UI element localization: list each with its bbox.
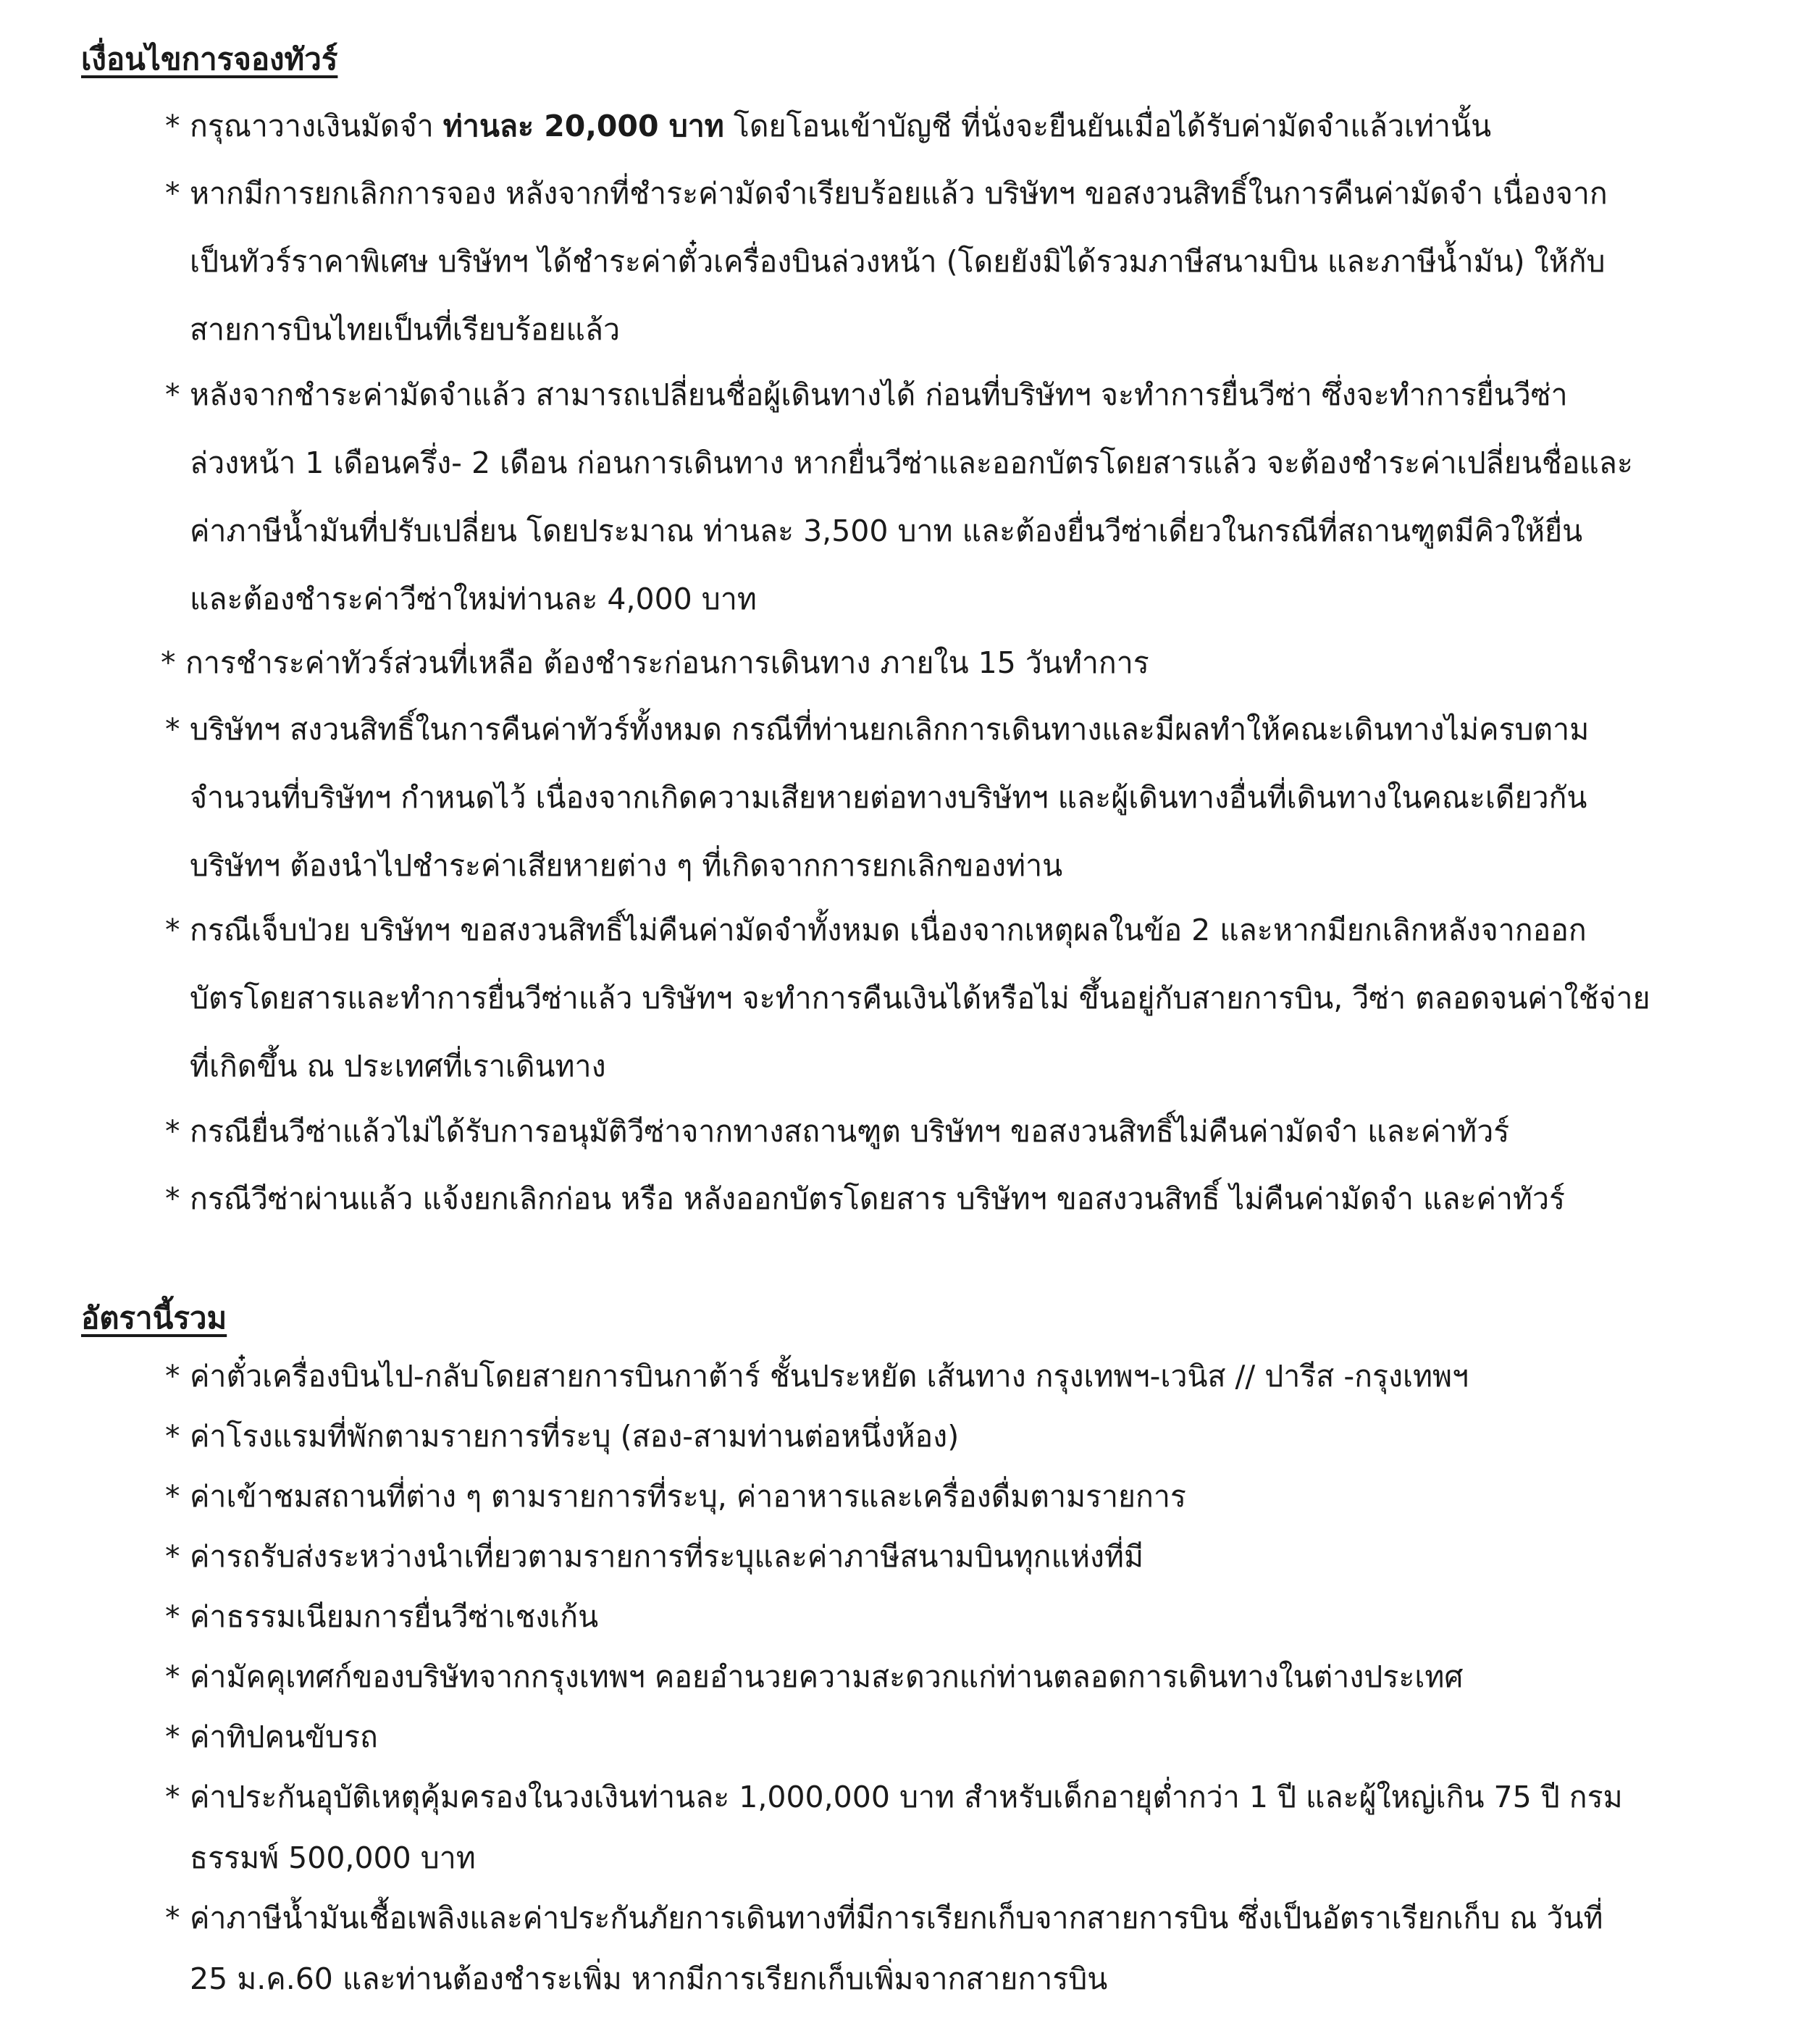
bullet-asterisk: * (165, 913, 180, 947)
bullet-asterisk: * (165, 176, 180, 211)
text-segment: ค่าประกันอุบัติเหตุคุ้มครองในวงเงินท่านละ 1,000,000 บาท สำหรับเด็กอายุต่ำกว่า 1 ปี และผู้ใหญ่เกิน 75 ปี กรม (190, 1780, 1623, 1814)
text-segment: สายการบินไทยเป็นที่เรียบร้อยแล้ว (190, 312, 621, 347)
included-item-7 (165, 1706, 1744, 1767)
list-item-line (165, 1827, 1744, 1888)
text-segment: บริษัทฯ สงวนสิทธิ์ในการคืนค่าทัวร์ทั้งหมด กรณีที่ท่านยกเลิกการเดินทางและมีผลทำให้คณะเดินทางไม่ครบตาม (190, 712, 1590, 747)
list-item-line (165, 1165, 1744, 1233)
list-item-line (165, 296, 1744, 364)
included-item-2 (165, 1406, 1744, 1467)
text-segment: กรณียื่นวีซ่าแล้วไม่ได้รับการอนุมัติวีซ่าจากทางสถานฑูต บริษัทฯ ขอสงวนสิทธิ์ไม่คืนค่ามัดจำ และค่าทัวร์ (190, 1114, 1510, 1149)
list-item-line (165, 1466, 1744, 1527)
included-heading: อัตรานี้รวม (81, 1300, 227, 1336)
list-item-line (165, 1586, 1744, 1647)
text-segment: ค่ารถรับส่งระหว่างนำเที่ยวตามรายการที่ระบุและค่าภาษีสนามบินทุกแห่งที่มี (190, 1539, 1144, 1574)
text-segment: ล่วงหน้า 1 เดือนครึ่ง- 2 เดือน ก่อนการเดินทาง หากยื่นวีซ่าและออกบัตรโดยสารแล้ว จะต้องชำระค่าเปลี่ยนชื่อและ (190, 445, 1633, 480)
bullet-asterisk: * (165, 1901, 180, 1935)
list-item-line (165, 1097, 1744, 1165)
included-item-1 (165, 1346, 1744, 1407)
text-segment: ค่าเข้าชมสถานที่ต่าง ๆ ตามรายการที่ระบุ, ค่าอาหารและเครื่องดื่มตามรายการ (190, 1479, 1186, 1514)
bullet-asterisk: * (161, 645, 176, 680)
list-item-line (165, 1948, 1744, 2009)
text-segment: บริษัทฯ ต้องนำไปชำระค่าเสียหายต่าง ๆ ที่เกิดจากการยกเลิกของท่าน (190, 848, 1063, 883)
text-segment: ค่าโรงแรมที่พักตามรายการที่ระบุ (สอง-สามท่านต่อหนึ่งห้อง) (190, 1419, 960, 1454)
deposit-amount: ท่านละ 20,000 บาท (442, 109, 724, 143)
list-item-line (165, 159, 1744, 227)
bullet-asterisk: * (165, 1181, 180, 1216)
included-item-6 (165, 1646, 1744, 1707)
included-item-3 (165, 1466, 1744, 1527)
conditions-item-3 (165, 361, 1744, 633)
bullet-asterisk: * (165, 1419, 180, 1454)
list-item-line (161, 629, 1740, 697)
bullet-asterisk: * (165, 377, 180, 412)
text-segment: ที่เกิดขึ้น ณ ประเทศที่เราเดินทาง (190, 1049, 606, 1084)
bullet-asterisk: * (165, 109, 180, 143)
text-segment: ธรรมพ์ 500,000 บาท (190, 1840, 476, 1875)
text-segment: โดยโอนเข้าบัญชี ที่นั่งจะยืนยันเมื่อได้รับค่ามัดจำแล้วเท่านั้น (723, 109, 1492, 143)
text-segment: ค่าภาษีน้ำมันที่ปรับเปลี่ยน โดยประมาณ ท่านละ 3,500 บาท และต้องยื่นวีซ่าเดี่ยวในกรณีที่สถานฑูตมีคิวให้ยื่น (190, 514, 1583, 548)
list-item-line (165, 1526, 1744, 1587)
bullet-asterisk: * (165, 712, 180, 747)
conditions-item-4 (161, 629, 1740, 697)
bullet-asterisk: * (165, 1114, 180, 1149)
conditions-item-7 (165, 1097, 1744, 1165)
list-item-line (165, 695, 1744, 763)
conditions-heading: เงื่อนไขการจองทัวร์ (81, 41, 338, 77)
list-item-line (165, 565, 1744, 633)
list-item-line (165, 964, 1744, 1032)
bullet-asterisk: * (165, 1479, 180, 1514)
list-item-line (165, 1346, 1744, 1407)
list-item-line (165, 1706, 1744, 1767)
text-segment: 25 ม.ค.60 และท่านต้องชำระเพิ่ม หากมีการเรียกเก็บเพิ่มจากสายการบิน (190, 1961, 1108, 1996)
text-segment: ค่าทิปคนขับรถ (190, 1720, 378, 1754)
text-segment: กรุณาวางเงินมัดจำ (190, 109, 443, 143)
text-segment: การชำระค่าทัวร์ส่วนที่เหลือ ต้องชำระก่อนการเดินทาง ภายใน 15 วันทำการ (185, 645, 1149, 680)
text-segment: หากมีการยกเลิกการจอง หลังจากที่ชำระค่ามัดจำเรียบร้อยแล้ว บริษัทฯ ขอสงวนสิทธิ์ในการคืนค่ามัดจำ เนื่องจาก (190, 176, 1608, 211)
text-segment: ค่าธรรมเนียมการยื่นวีซ่าเชงเก้น (190, 1599, 599, 1634)
bullet-asterisk: * (165, 1659, 180, 1694)
included-item-5 (165, 1586, 1744, 1647)
text-segment: หลังจากชำระค่ามัดจำแล้ว สามารถเปลี่ยนชื่อผู้เดินทางได้ ก่อนที่บริษัทฯ จะทำการยื่นวีซ่า ซึ่งจะทำการยื่นวีซ่า (190, 377, 1568, 412)
text-segment: ค่ามัคคุเทศก์ของบริษัทจากกรุงเทพฯ คอยอำนวยความสะดวกแก่ท่านตลอดการเดินทางในต่างประเทศ (190, 1659, 1464, 1694)
list-item-line (165, 361, 1744, 429)
text-segment: เป็นทัวร์ราคาพิเศษ บริษัทฯ ได้ชำระค่าตั๋วเครื่องบินล่วงหน้า (โดยยังมิได้รวมภาษีสนามบิน และภาษีน้ำมัน) ให้กับ (190, 244, 1606, 279)
bullet-asterisk: * (165, 1720, 180, 1754)
list-item-line (165, 497, 1744, 565)
list-item-line (165, 92, 1744, 160)
bullet-asterisk: * (165, 1539, 180, 1574)
included-item-8 (165, 1767, 1744, 1888)
text-segment: ค่าตั๋วเครื่องบินไป-กลับโดยสายการบินกาต้าร์ ชั้นประหยัด เส้นทาง กรุงเทพฯ-เวนิส // ปารีส -กรุงเทพฯ (190, 1359, 1469, 1394)
list-item-line (165, 763, 1744, 832)
conditions-item-1 (165, 92, 1744, 160)
conditions-item-2 (165, 159, 1744, 364)
list-item-line (165, 1767, 1744, 1827)
conditions-item-8 (165, 1165, 1744, 1233)
text-segment: บัตรโดยสารและทำการยื่นวีซ่าแล้ว บริษัทฯ จะทำการคืนเงินได้หรือไม่ ขึ้นอยู่กับสายการบิน, วีซ่า ตลอดจนค่าใช้จ่าย (190, 981, 1650, 1015)
list-item-line (165, 1032, 1744, 1100)
list-item-line (165, 896, 1744, 964)
included-item-9 (165, 1888, 1744, 2009)
list-item-line (165, 1406, 1744, 1467)
list-item-line (165, 1646, 1744, 1707)
list-item-line (165, 832, 1744, 900)
bullet-asterisk: * (165, 1780, 180, 1814)
text-segment: และต้องชำระค่าวีซ่าใหม่ท่านละ 4,000 บาท (190, 582, 757, 616)
conditions-item-5 (165, 695, 1744, 900)
text-segment: จำนวนที่บริษัทฯ กำหนดไว้ เนื่องจากเกิดความเสียหายต่อทางบริษัทฯ และผู้เดินทางอื่นที่เดินทางในคณะเดียวกัน (190, 780, 1587, 815)
list-item-line (165, 429, 1744, 497)
conditions-item-6 (165, 896, 1744, 1100)
text-segment: กรณีเจ็บป่วย บริษัทฯ ขอสงวนสิทธิ์ไม่คืนค่ามัดจำทั้งหมด เนื่องจากเหตุผลในข้อ 2 และหากมียกเลิกหลังจากออก (190, 913, 1587, 947)
text-segment: ค่าภาษีน้ำมันเชื้อเพลิงและค่าประกันภัยการเดินทางที่มีการเรียกเก็บจากสายการบิน ซึ่งเป็นอัตราเรียกเก็บ ณ วันที่ (190, 1901, 1603, 1935)
list-item-line (165, 227, 1744, 296)
included-item-4 (165, 1526, 1744, 1587)
bullet-asterisk: * (165, 1359, 180, 1394)
bullet-asterisk: * (165, 1599, 180, 1634)
text-segment: กรณีวีซ่าผ่านแล้ว แจ้งยกเลิกก่อน หรือ หลังออกบัตรโดยสาร บริษัทฯ ขอสงวนสิทธิ์ ไม่คืนค่ามัดจำ และค่าทัวร์ (190, 1181, 1565, 1216)
list-item-line (165, 1888, 1744, 1948)
